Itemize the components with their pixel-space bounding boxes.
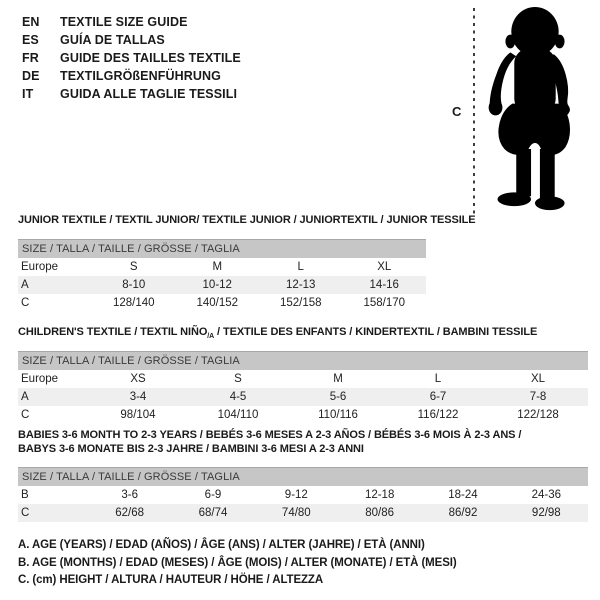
cell: 74/80 [255, 504, 338, 522]
size-header-row [18, 352, 588, 371]
cell: XS [130, 373, 146, 385]
table-row [18, 486, 588, 504]
cell: 5-6 [288, 388, 388, 406]
cell: 12-13 [259, 276, 343, 294]
cell: 92/98 [505, 504, 588, 522]
cell: XL [377, 261, 392, 273]
language-label: GUIDE DES TAILLES TEXTILE [60, 51, 241, 65]
children-title-sub: /A [207, 333, 215, 341]
cell: 62/68 [88, 504, 171, 522]
row-label: A [18, 388, 88, 406]
row-label: C [21, 297, 30, 309]
cell: L [434, 373, 442, 385]
babies-section-title [18, 428, 521, 456]
size-header: SIZE / TALLA / TAILLE / GRÖSSE / TAGLIA [18, 240, 426, 259]
cell: 3-6 [121, 489, 138, 501]
junior-size-table [18, 239, 426, 312]
table-row [18, 504, 588, 522]
children-title-pre: CHILDREN'S TEXTILE / TEXTIL NIÑO [18, 326, 208, 338]
cell: 104/110 [217, 409, 259, 421]
cell: 8-10 [92, 276, 176, 294]
table-row [18, 406, 588, 424]
measure-c-label: C [452, 104, 462, 119]
row-label: C [18, 504, 88, 522]
cell: 110/116 [318, 409, 358, 421]
cell: 7-8 [488, 388, 588, 406]
children-title-post: / TEXTILE DES ENFANTS / KINDERTEXTIL / BAMBINI TESSILE [214, 326, 538, 338]
cell: S [129, 261, 138, 273]
cell: 6-9 [204, 489, 222, 501]
cell: 14-16 [343, 276, 427, 294]
babies-title-line1: BABIES 3-6 MONTH TO 2-3 YEARS / BEBÉS 3-6 MESES A 2-3 AÑOS / BÉBÉS 3-6 MOIS À 2-3 ANS / [18, 429, 522, 441]
cell: 24-36 [531, 489, 562, 501]
language-row [22, 49, 241, 67]
table-row [18, 370, 588, 388]
note-height-cm: C. (cm) HEIGHT / ALTURA / HAUTEUR / HÖHE / ALTEZZA [18, 574, 324, 586]
cell: L [297, 261, 304, 273]
row-label: Europe [21, 373, 59, 385]
note-age-months: B. AGE (MONTHS) / EDAD (MESES) / ÂGE (MOIS) / ALTER (MONATE) / ETÀ (MESI) [18, 556, 457, 569]
size-header: SIZE / TALLA / TAILLE / GRÖSSE / TAGLIA [18, 468, 588, 487]
cell: 6-7 [388, 388, 488, 406]
babies-title-line2: BABYS 3-6 MONATE BIS 2-3 JAHRE / BAMBINI 3-6 MESI A 2-3 ANNI [18, 443, 364, 455]
cell: 18-24 [448, 489, 478, 501]
cell: 140/152 [196, 297, 239, 309]
row-label: B [21, 489, 29, 501]
table-row [18, 294, 426, 312]
size-header: SIZE / TALLA / TAILLE / GRÖSSE / TAGLIA [18, 352, 588, 371]
cell: 152/158 [279, 297, 322, 309]
cell: 98/104 [120, 409, 156, 421]
language-code: ES [22, 33, 39, 47]
cell: XL [530, 373, 546, 385]
row-label: C [21, 409, 30, 421]
language-row [22, 67, 241, 85]
language-label: GUÍA DE TALLAS [60, 33, 165, 47]
table-row [18, 258, 426, 276]
row-label: Europe [21, 261, 59, 273]
note-age-years: A. AGE (YEARS) / EDAD (AÑOS) / ÂGE (ANS) / ALTER (JAHRE) / ETÀ (ANNI) [18, 539, 425, 551]
height-measure-dotted-line [473, 8, 475, 214]
cell: 122/128 [517, 409, 559, 421]
cell: 3-4 [88, 388, 188, 406]
language-label: GUIDA ALLE TAGLIE TESSILI [60, 87, 238, 101]
cell: 4-5 [188, 388, 288, 406]
cell: 12-18 [364, 489, 395, 501]
cell: 116/122 [417, 409, 459, 421]
language-list [22, 13, 241, 103]
table-row [18, 388, 588, 406]
cell: M [333, 373, 343, 385]
language-row [22, 85, 241, 103]
babies-size-table [18, 467, 588, 522]
cell: 158/170 [363, 297, 406, 309]
language-label: TEXTILGRÖßENFÜHRUNG [60, 69, 221, 83]
cell: 128/140 [112, 297, 155, 309]
language-row [22, 31, 241, 49]
cell: 68/74 [171, 504, 254, 522]
children-size-table [18, 351, 588, 424]
toddler-silhouette-icon [479, 5, 589, 217]
table-row [18, 276, 426, 294]
legend-notes [18, 537, 457, 590]
language-code: FR [22, 51, 39, 65]
language-code: DE [22, 69, 40, 83]
language-label: TEXTILE SIZE GUIDE [60, 15, 188, 29]
size-header-row [18, 240, 426, 259]
cell: M [212, 261, 223, 273]
cell: S [234, 373, 242, 385]
language-code: EN [22, 15, 40, 29]
row-label: A [18, 276, 92, 294]
size-header-row [18, 468, 588, 487]
language-code: IT [22, 87, 34, 101]
cell: 86/92 [421, 504, 504, 522]
cell: 10-12 [176, 276, 260, 294]
junior-section-title: JUNIOR TEXTILE / TEXTIL JUNIOR/ TEXTILE JUNIOR / JUNIORTEXTIL / JUNIOR TESSILE [18, 214, 476, 226]
cell: 80/86 [338, 504, 421, 522]
children-section-title [18, 326, 537, 340]
cell: 9-12 [284, 489, 308, 501]
language-row [22, 13, 241, 31]
